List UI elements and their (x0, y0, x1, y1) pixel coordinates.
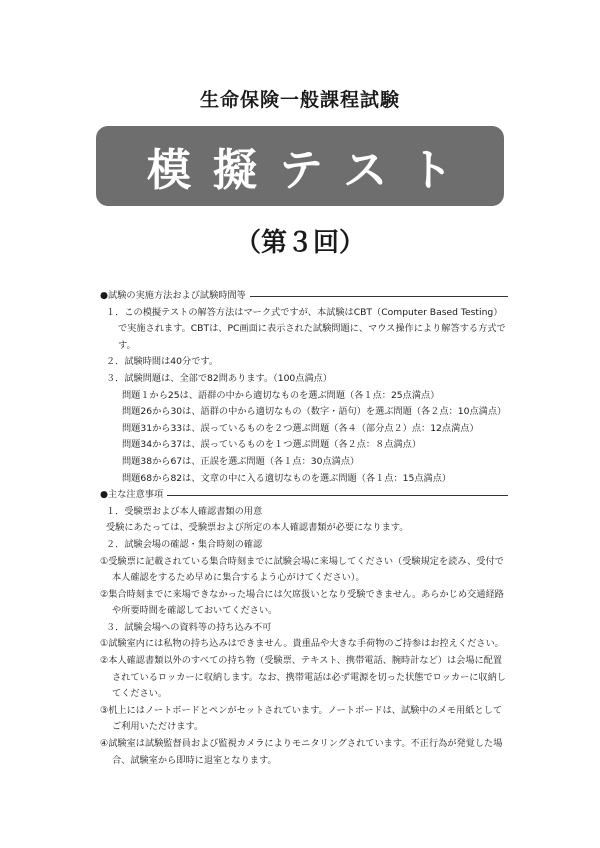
question-detail: 問題34から37は、誤っているものを１つ選ぶ問題（各２点：８点満点） (122, 439, 422, 451)
notes-item: ②本人確認書類以外のすべての持ち物（受験票、テキスト、携帯電話、腕時計など）は会場に配置されているロッカーに収納します。なお、携帯電話は必ず電源を切った状態でロッカーに収納してください。 (100, 655, 506, 700)
notes-subheading-3: ３．試験会場への資料等の持ち込み不可 (106, 621, 272, 633)
section-heading-text: ●主な注意事項 (100, 489, 164, 501)
heading-rule (167, 495, 508, 496)
section-heading-notes (100, 487, 508, 504)
banner-title: 模擬テスト (146, 145, 476, 196)
mock-test-banner (96, 126, 504, 206)
round-number: （第３回） (234, 228, 365, 258)
exam-method-item-2: ２．試験時間は40分です。 (106, 356, 219, 368)
exam-method-item-3: ３．試験問題は、全部で82問あります。（100点満点） (106, 372, 333, 384)
exam-method-item-1: １．この模擬テストの解答方法はマーク式ですが、本試験はCBT（Computer Based Testing）で実施されます。CBTは、PC画面に表示された試験問題に、マウス操作により解答する方式です。 (106, 306, 506, 351)
question-detail: 問題１から25は、語群の中から適切なものを選ぶ問題（各１点：25点満点） (122, 389, 440, 401)
notes-subheading-2: ２．試験会場の確認・集合時刻の確認 (106, 538, 263, 550)
notes-subheading-1: １．受験票および本人確認書類の用意 (106, 505, 263, 517)
exam-name-title: 生命保険一般課程試験 (199, 89, 400, 111)
section-heading-text: ●試験の実施方法および試験時間等 (100, 290, 246, 301)
heading-rule (250, 296, 508, 297)
question-detail: 問題26から30は、語群の中から適切なもの（数字・語句）を選ぶ問題（各２点：10点満点） (122, 406, 507, 418)
question-detail: 問題31から33は、誤っているものを２つ選ぶ問題（各４（部分点２）点：12点満点） (122, 422, 479, 434)
notes-item: ③机上にはノートボードとペンがセットされています。ノートボードは、試験中のメモ用紙としてご利用いただけます。 (100, 704, 503, 733)
section-heading-exam-method (100, 288, 508, 305)
notes-item: ④試験室は試験監督員および監視カメラによりモニタリングされています。不正行為が発覚した場合、試験室から即時に退室となります。 (100, 738, 503, 766)
notes-item: ②集合時刻までに来場できなかった場合には欠席扱いとなり受験できません。あらかじめ交通経路や所要時間を確認しておいてください。 (100, 588, 504, 617)
notes-text-1: 受験にあたっては、受験票および所定の本人確認書類が必要になります。 (106, 522, 409, 534)
question-detail: 問題68から82は、文章の中に入る適切なものを選ぶ問題（各１点：15点満点） (122, 472, 452, 484)
notes-item: ①試験室内には私物の持ち込みはできません。貴重品や大きな手荷物のご持参はお控えください。 (100, 638, 504, 650)
notes-item: ①受験票に記載されている集合時刻までに試験会場に来場してください（受験規定を読み、受付で本人確認をするため早めに集合するよう心がけてください）。 (100, 555, 504, 584)
question-detail: 問題38から67は、正誤を選ぶ問題（各１点：30点満点） (122, 455, 360, 467)
instructions-body (100, 288, 508, 769)
